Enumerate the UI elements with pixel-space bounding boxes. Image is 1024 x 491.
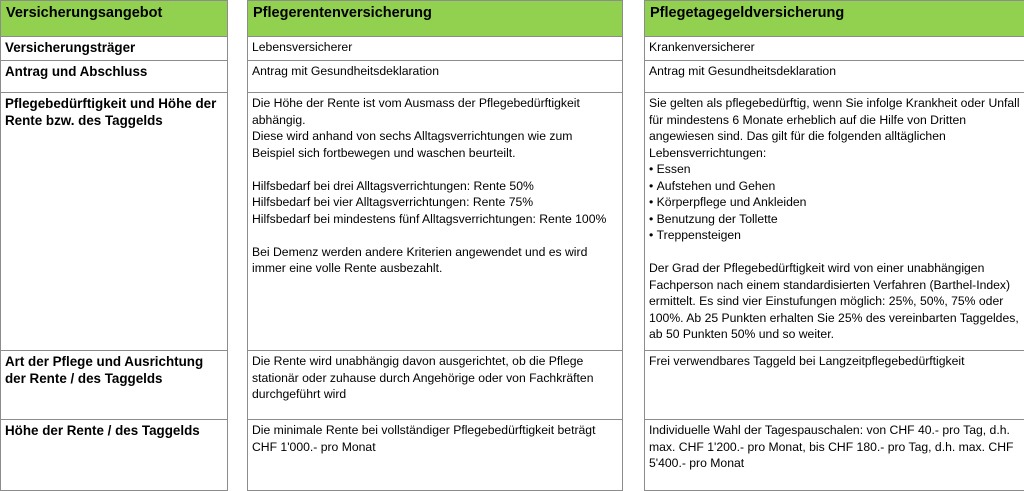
header-offer: Versicherungsangebot (1, 1, 228, 37)
table-row (1, 93, 1024, 351)
table-row (1, 37, 1024, 61)
pension-application: Antrag mit Gesundheitsdeklaration (248, 61, 623, 93)
activities-list (649, 161, 1020, 244)
row-label-insurer: Versicherungsträger (1, 37, 228, 61)
list-item: • Aufstehen und Gehen (649, 178, 1020, 195)
pension-type-of-care: Die Rente wird unabhängig davon ausgerichtet, ob die Pflege stationär oder zuhause durch Angehörige oder von Fachkräften durchgeführt wird (248, 351, 623, 420)
list-item: • Körperpflege und Ankleiden (649, 194, 1020, 211)
row-label-amount: Höhe der Rente / des Taggelds (1, 420, 228, 491)
daily-amount: Individuelle Wahl der Tagespauschalen: von CHF 40.- pro Tag, d.h. max. CHF 1'200.- pro Monat, bis CHF 180.- pro Tag, d.h. max. CHF 5'400.- pro Monat (645, 420, 1024, 491)
pension-need-paragraph: Bei Demenz werden andere Kriterien angewendet und es wird immer eine volle Rente ausbezahlt. (252, 244, 618, 277)
column-gap (228, 37, 248, 61)
table-row (1, 351, 1024, 420)
row-label-need-for-care: Pflegebedürftigkeit und Höhe der Rente bzw. des Taggelds (1, 93, 228, 351)
column-gap (623, 351, 645, 420)
column-gap (623, 93, 645, 351)
column-gap (623, 37, 645, 61)
column-gap (228, 93, 248, 351)
pension-level-line: Hilfsbedarf bei vier Alltagsverrichtungen: Rente 75% (252, 194, 618, 211)
daily-application: Antrag mit Gesundheitsdeklaration (645, 61, 1024, 93)
column-gap (228, 420, 248, 491)
pension-level-line: Hilfsbedarf bei drei Alltagsverrichtungen: Rente 50% (252, 178, 618, 195)
pension-insurer: Lebensversicherer (248, 37, 623, 61)
daily-need-for-care (645, 93, 1024, 351)
pension-need-for-care (248, 93, 623, 351)
column-gap (623, 1, 645, 37)
header-daily-allowance-insurance: Pflegetagegeldversicherung (645, 1, 1024, 37)
daily-insurer: Krankenversicherer (645, 37, 1024, 61)
column-gap (623, 61, 645, 93)
column-gap (228, 1, 248, 37)
pension-level-line: Hilfsbedarf bei mindestens fünf Alltagsverrichtungen: Rente 100% (252, 211, 618, 228)
column-gap (228, 351, 248, 420)
pension-amount: Die minimale Rente bei vollständiger Pflegebedürftigkeit beträgt CHF 1'000.- pro Monat (248, 420, 623, 491)
row-label-application: Antrag und Abschluss (1, 61, 228, 93)
daily-need-intro: Sie gelten als pflegebedürftig, wenn Sie infolge Krankheit oder Unfall für mindestens 6 Monate erheblich auf die Hilfe von Dritten angewiesen sind. Das gilt für die folgenden alltäglichen Lebensverrichtungen: (649, 95, 1020, 161)
header-pension-insurance: Pflegerentenversicherung (248, 1, 623, 37)
column-gap (228, 61, 248, 93)
column-gap (623, 420, 645, 491)
row-label-type-of-care: Art der Pflege und Ausrichtung der Rente / des Taggelds (1, 351, 228, 420)
daily-type-of-care: Frei verwendbares Taggeld bei Langzeitpflegebedürftigkeit (645, 351, 1024, 420)
header-row (1, 1, 1024, 37)
list-item: • Essen (649, 161, 1020, 178)
pension-need-paragraph: Die Höhe der Rente ist vom Ausmass der Pflegebedürftigkeit abhängig. (252, 95, 618, 128)
list-item: • Treppensteigen (649, 227, 1020, 244)
table-row (1, 420, 1024, 491)
daily-need-outro: Der Grad der Pflegebedürftigkeit wird von einer unabhängigen Fachperson nach einem standardisierten Verfahren (Barthel-Index) ermittelt. Es sind vier Einstufungen möglich: 25%, 50%, 75% oder 100%. Ab 25 Punkten erhalten Sie 25% des vereinbarten Taggeldes, ab 50 Punkten 50% und so weiter. (649, 260, 1020, 343)
table-row (1, 61, 1024, 93)
list-item: • Benutzung der Tollette (649, 211, 1020, 228)
pension-need-paragraph: Diese wird anhand von sechs Alltagsverrichtungen wie zum Beispiel sich fortbewegen und waschen beurteilt. (252, 128, 618, 161)
